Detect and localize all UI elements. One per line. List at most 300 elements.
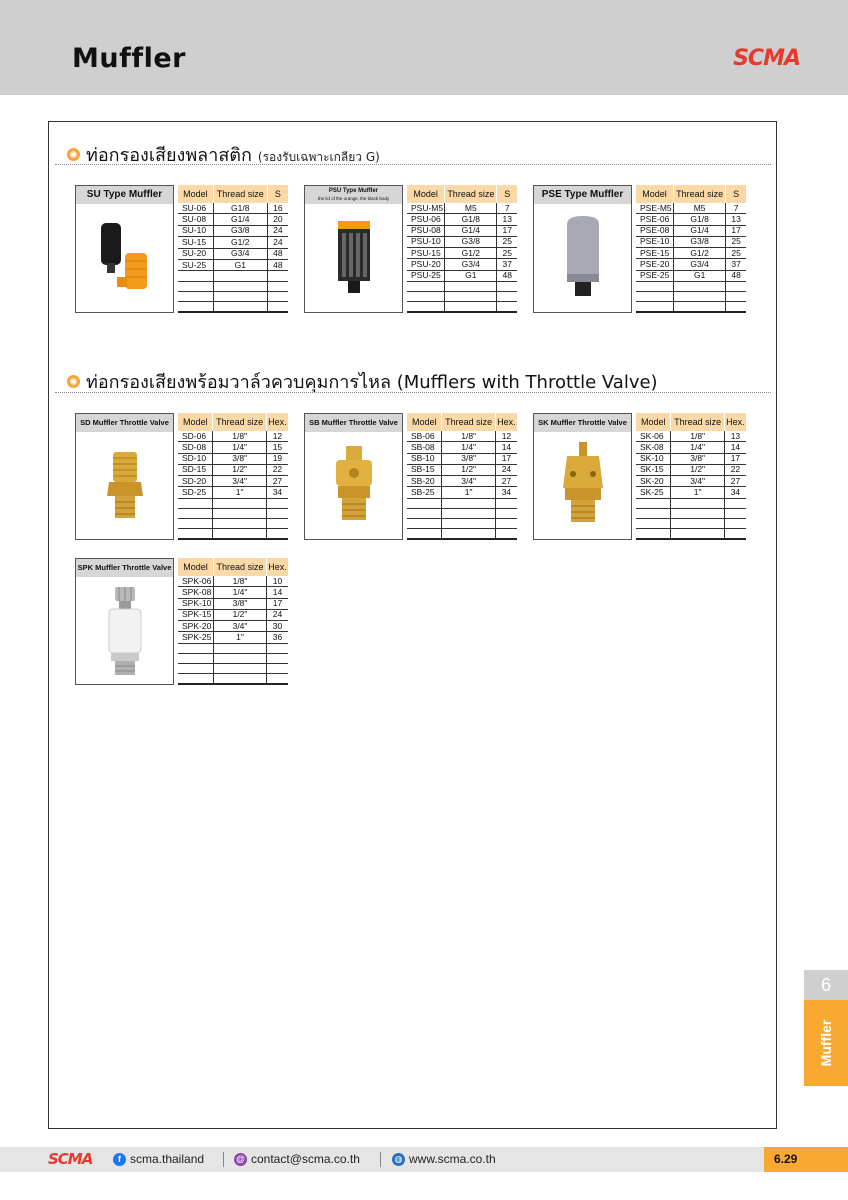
- model-cell: PSE-M5: [636, 203, 673, 214]
- model-cell: SD-20: [178, 476, 213, 487]
- page-footer: [0, 1147, 848, 1172]
- thread-size-cell: 1/2": [671, 464, 724, 475]
- model-cell: SPK-25: [178, 632, 214, 643]
- table-row: [178, 453, 288, 464]
- model-cell: [178, 281, 213, 291]
- col-header-thread: Thread size: [214, 558, 267, 576]
- model-cell: SB-06: [407, 431, 442, 442]
- psu-muffler-image: [305, 204, 402, 312]
- col-header-model: Model: [178, 185, 213, 203]
- thread-size-cell: 1/8": [671, 431, 724, 442]
- thread-size-cell: [673, 292, 725, 302]
- footer-website[interactable]: [392, 1152, 496, 1166]
- thread-size-cell: [213, 498, 266, 508]
- table-row: [178, 271, 288, 281]
- size-cell: 30: [267, 621, 288, 632]
- table-row: [407, 302, 517, 312]
- col-header-size: S: [267, 185, 288, 203]
- thread-size-cell: G1: [445, 270, 497, 281]
- table-row: [407, 487, 517, 498]
- globe-icon: ◍: [392, 1153, 405, 1166]
- table-row: [178, 598, 288, 609]
- table-row: [636, 270, 746, 281]
- size-cell: [266, 519, 288, 529]
- col-header-hex: Hex.: [724, 413, 746, 431]
- model-cell: [407, 302, 445, 312]
- thread-size-cell: [442, 508, 495, 518]
- table-row: [178, 464, 288, 475]
- model-cell: [407, 292, 445, 302]
- product-photo: [533, 413, 632, 540]
- spk-muffler-image: [76, 577, 173, 684]
- section-title-text: ท่อกรองเสียงพร้อมวาล์วควบคุมการไหล (Mufflers with Throttle Valve): [86, 372, 658, 393]
- thread-size-cell: [673, 281, 725, 291]
- model-cell: [178, 291, 213, 301]
- product-label-note: the lid of the orange, the black body: [317, 196, 390, 201]
- table-row: [407, 508, 517, 518]
- thread-size-cell: M5: [673, 203, 725, 214]
- size-cell: [497, 281, 517, 291]
- thread-size-cell: 3/4": [213, 476, 266, 487]
- product-photo: [304, 413, 403, 540]
- model-cell: PSE-08: [636, 225, 673, 236]
- thread-size-cell: G1/8: [445, 214, 497, 225]
- table-row: [636, 519, 746, 529]
- table-row: [636, 281, 746, 291]
- section-subtitle-text: (รองรับเฉพาะเกลียว G): [257, 150, 380, 164]
- thread-size-cell: [442, 498, 495, 508]
- size-cell: [266, 498, 288, 508]
- size-cell: 25: [726, 236, 746, 247]
- size-cell: [497, 292, 517, 302]
- thread-size-cell: [671, 508, 724, 518]
- model-cell: SB-10: [407, 453, 442, 464]
- size-cell: 37: [497, 259, 517, 270]
- table-row: [636, 508, 746, 518]
- size-cell: 34: [724, 487, 746, 498]
- thread-size-cell: G1/4: [445, 225, 497, 236]
- size-cell: [267, 281, 288, 291]
- table-row: [636, 498, 746, 508]
- circle-bullet-icon: [67, 148, 80, 161]
- thread-size-cell: G3/8: [213, 225, 267, 236]
- model-cell: [178, 653, 214, 663]
- model-cell: PSE-20: [636, 259, 673, 270]
- facebook-text: scma.thailand: [130, 1152, 205, 1166]
- size-cell: [495, 519, 517, 529]
- model-cell: PSE-10: [636, 236, 673, 247]
- col-header-size: S: [497, 185, 517, 203]
- size-cell: 20: [267, 214, 288, 225]
- thread-size-cell: 1/8": [214, 576, 267, 587]
- model-cell: PSE-25: [636, 270, 673, 281]
- su-muffler-image: [76, 204, 173, 312]
- content-frame: [48, 121, 777, 1129]
- model-cell: PSU-08: [407, 225, 445, 236]
- table-row: [178, 248, 288, 259]
- thread-size-cell: G1/4: [673, 225, 725, 236]
- table-row: [407, 529, 517, 539]
- model-cell: PSU-25: [407, 270, 445, 281]
- table-row: [178, 587, 288, 598]
- product-photo: [304, 185, 403, 313]
- model-cell: SK-15: [636, 464, 671, 475]
- model-cell: SB-15: [407, 464, 442, 475]
- table-row: [178, 237, 288, 248]
- product-label: SU Type Muffler: [76, 186, 173, 204]
- size-cell: [724, 519, 746, 529]
- model-cell: SPK-08: [178, 587, 214, 598]
- table-row: [407, 225, 517, 236]
- model-cell: PSU-15: [407, 248, 445, 259]
- thread-size-cell: G1/8: [673, 214, 725, 225]
- size-cell: [267, 674, 288, 684]
- size-cell: 14: [724, 442, 746, 453]
- email-icon: @: [234, 1153, 247, 1166]
- product-label: SD Muffler Throttle Valve: [76, 414, 173, 432]
- col-header-size: S: [726, 185, 746, 203]
- col-header-thread: Thread size: [213, 185, 267, 203]
- size-cell: [267, 302, 288, 312]
- thread-size-cell: 1": [671, 487, 724, 498]
- size-cell: 22: [266, 464, 288, 475]
- product-card-sk: [533, 413, 746, 540]
- table-row: [407, 498, 517, 508]
- thread-size-cell: 3/4": [442, 476, 495, 487]
- size-cell: [726, 281, 746, 291]
- product-card-spk: [75, 558, 288, 685]
- model-cell: [178, 271, 213, 281]
- spec-table-sk: [636, 413, 746, 540]
- table-row: [636, 464, 746, 475]
- thread-size-cell: [213, 281, 267, 291]
- model-cell: SB-25: [407, 487, 442, 498]
- thread-size-cell: G1/8: [213, 203, 267, 214]
- size-cell: 34: [495, 487, 517, 498]
- table-row: [636, 225, 746, 236]
- table-row: [178, 259, 288, 270]
- size-cell: 48: [267, 259, 288, 270]
- size-cell: 10: [267, 576, 288, 587]
- thread-size-cell: G3/4: [445, 259, 497, 270]
- table-row: [407, 292, 517, 302]
- table-row: [178, 576, 288, 587]
- model-cell: [407, 498, 442, 508]
- model-cell: [636, 498, 671, 508]
- model-cell: PSU-M5: [407, 203, 445, 214]
- size-cell: 12: [266, 431, 288, 442]
- product-card-su: [75, 185, 288, 313]
- model-cell: PSE-06: [636, 214, 673, 225]
- model-cell: [178, 674, 214, 684]
- model-cell: SB-08: [407, 442, 442, 453]
- model-cell: SB-20: [407, 476, 442, 487]
- size-cell: [267, 664, 288, 674]
- size-cell: [726, 292, 746, 302]
- model-cell: [178, 529, 213, 539]
- size-cell: 27: [266, 476, 288, 487]
- thread-size-cell: 1/8": [213, 431, 266, 442]
- size-cell: 34: [266, 487, 288, 498]
- table-row: [178, 508, 288, 518]
- model-cell: PSE-15: [636, 248, 673, 259]
- model-cell: [636, 508, 671, 518]
- product-photo: [75, 413, 174, 540]
- thread-size-cell: M5: [445, 203, 497, 214]
- table-row: [636, 529, 746, 539]
- table-row: [636, 302, 746, 312]
- section-divider: [55, 392, 771, 393]
- size-cell: 48: [267, 248, 288, 259]
- circle-bullet-icon: [67, 375, 80, 388]
- table-row: [178, 291, 288, 301]
- sk-muffler-image: [534, 432, 631, 539]
- size-cell: 27: [495, 476, 517, 487]
- col-header-model: Model: [178, 413, 213, 431]
- model-cell: [178, 508, 213, 518]
- size-cell: 12: [495, 431, 517, 442]
- thread-size-cell: 1/2": [213, 464, 266, 475]
- table-row: [178, 621, 288, 632]
- chapter-tab: [804, 1000, 848, 1086]
- size-cell: [724, 498, 746, 508]
- col-header-hex: Hex.: [495, 413, 517, 431]
- thread-size-cell: [214, 643, 267, 653]
- size-cell: 17: [497, 225, 517, 236]
- thread-size-cell: 3/8": [442, 453, 495, 464]
- table-row: [178, 664, 288, 674]
- model-cell: SPK-15: [178, 609, 214, 620]
- product-photo: [75, 185, 174, 313]
- size-cell: 17: [724, 453, 746, 464]
- model-cell: SU-06: [178, 203, 213, 214]
- model-cell: [636, 302, 673, 312]
- model-cell: SK-10: [636, 453, 671, 464]
- chapter-number: 6: [804, 970, 848, 1000]
- table-row: [407, 281, 517, 291]
- table-row: [178, 643, 288, 653]
- spec-table-pse: [636, 185, 746, 313]
- size-cell: [495, 529, 517, 539]
- thread-size-cell: [213, 271, 267, 281]
- model-cell: SU-20: [178, 248, 213, 259]
- product-label: PSE Type Muffler: [534, 186, 631, 204]
- col-header-hex: Hex.: [266, 413, 288, 431]
- table-row: [178, 674, 288, 684]
- table-row: [407, 270, 517, 281]
- size-cell: 24: [495, 464, 517, 475]
- page-title: Muffler: [72, 43, 186, 74]
- thread-size-cell: [673, 302, 725, 312]
- product-label: SK Muffler Throttle Valve: [534, 414, 631, 432]
- thread-size-cell: G1/2: [445, 248, 497, 259]
- model-cell: SD-08: [178, 442, 213, 453]
- col-header-model: Model: [407, 413, 442, 431]
- thread-size-cell: 3/4": [214, 621, 267, 632]
- table-row: [178, 498, 288, 508]
- table-row: [407, 519, 517, 529]
- table-row: [636, 431, 746, 442]
- model-cell: [636, 281, 673, 291]
- thread-size-cell: 1": [213, 487, 266, 498]
- model-cell: [178, 643, 214, 653]
- size-cell: 27: [724, 476, 746, 487]
- thread-size-cell: 1/8": [442, 431, 495, 442]
- product-label: SB Muffler Throttle Valve: [305, 414, 402, 432]
- size-cell: 14: [267, 587, 288, 598]
- table-row: [407, 236, 517, 247]
- section-title-text: ท่อกรองเสียงพลาสติก: [86, 145, 252, 166]
- col-header-thread: Thread size: [671, 413, 724, 431]
- model-cell: SD-15: [178, 464, 213, 475]
- table-row: [407, 453, 517, 464]
- pse-muffler-image: [534, 204, 631, 312]
- product-card-pse: [533, 185, 746, 313]
- model-cell: SD-06: [178, 431, 213, 442]
- facebook-icon: f: [113, 1153, 126, 1166]
- col-header-model: Model: [407, 185, 445, 203]
- table-row: [178, 431, 288, 442]
- thread-size-cell: G3/8: [673, 236, 725, 247]
- thread-size-cell: 1": [442, 487, 495, 498]
- col-header-thread: Thread size: [445, 185, 497, 203]
- product-label: [305, 186, 402, 204]
- model-cell: [178, 302, 213, 312]
- model-cell: [407, 281, 445, 291]
- thread-size-cell: G1: [213, 259, 267, 270]
- table-row: [636, 453, 746, 464]
- size-cell: 25: [726, 248, 746, 259]
- thread-size-cell: 3/8": [671, 453, 724, 464]
- size-cell: [267, 291, 288, 301]
- model-cell: PSU-20: [407, 259, 445, 270]
- thread-size-cell: 1/4": [671, 442, 724, 453]
- table-row: [407, 464, 517, 475]
- thread-size-cell: [213, 291, 267, 301]
- table-row: [178, 653, 288, 663]
- table-row: [178, 203, 288, 214]
- thread-size-cell: [445, 302, 497, 312]
- col-header-model: Model: [636, 413, 671, 431]
- table-row: [178, 632, 288, 643]
- product-label-main: PSU Type Muffler: [328, 188, 379, 194]
- col-header-thread: Thread size: [673, 185, 725, 203]
- thread-size-cell: G1: [673, 270, 725, 281]
- model-cell: [178, 519, 213, 529]
- model-cell: [407, 508, 442, 518]
- thread-size-cell: G3/4: [213, 248, 267, 259]
- footer-scma-logo: SCMA: [48, 1150, 93, 1168]
- size-cell: 16: [267, 203, 288, 214]
- table-row: [407, 431, 517, 442]
- size-cell: [724, 529, 746, 539]
- size-cell: 14: [495, 442, 517, 453]
- model-cell: [636, 519, 671, 529]
- model-cell: PSU-06: [407, 214, 445, 225]
- col-header-thread: Thread size: [442, 413, 495, 431]
- model-cell: SD-25: [178, 487, 213, 498]
- thread-size-cell: 3/8": [214, 598, 267, 609]
- page-number: 6.29: [764, 1147, 848, 1172]
- size-cell: [724, 508, 746, 518]
- product-photo: [75, 558, 174, 685]
- table-row: [178, 609, 288, 620]
- scma-logo: SCMA: [733, 46, 800, 71]
- model-cell: [178, 498, 213, 508]
- model-cell: [636, 529, 671, 539]
- model-cell: SPK-20: [178, 621, 214, 632]
- col-header-model: Model: [178, 558, 214, 576]
- spec-table-spk: [178, 558, 288, 685]
- thread-size-cell: [671, 529, 724, 539]
- thread-size-cell: [442, 519, 495, 529]
- model-cell: SU-25: [178, 259, 213, 270]
- size-cell: 36: [267, 632, 288, 643]
- size-cell: 22: [724, 464, 746, 475]
- product-card-sb: [304, 413, 517, 540]
- footer-separator: [380, 1152, 381, 1167]
- size-cell: [497, 302, 517, 312]
- table-row: [407, 214, 517, 225]
- size-cell: [266, 529, 288, 539]
- thread-size-cell: 1": [214, 632, 267, 643]
- thread-size-cell: 1/2": [214, 609, 267, 620]
- size-cell: 25: [497, 248, 517, 259]
- model-cell: [407, 529, 442, 539]
- table-row: [178, 519, 288, 529]
- model-cell: [636, 292, 673, 302]
- thread-size-cell: 1/2": [442, 464, 495, 475]
- thread-size-cell: [445, 292, 497, 302]
- footer-facebook[interactable]: [113, 1152, 204, 1166]
- thread-size-cell: G1/2: [673, 248, 725, 259]
- thread-size-cell: G1/2: [213, 237, 267, 248]
- size-cell: 17: [726, 225, 746, 236]
- thread-size-cell: 3/4": [671, 476, 724, 487]
- size-cell: 37: [726, 259, 746, 270]
- model-cell: SPK-10: [178, 598, 214, 609]
- table-row: [636, 236, 746, 247]
- thread-size-cell: [214, 674, 267, 684]
- thread-size-cell: G3/8: [445, 236, 497, 247]
- size-cell: 7: [497, 203, 517, 214]
- table-row: [178, 476, 288, 487]
- model-cell: SU-10: [178, 225, 213, 236]
- table-row: [636, 476, 746, 487]
- model-cell: SK-08: [636, 442, 671, 453]
- product-card-sd: [75, 413, 288, 540]
- size-cell: [495, 498, 517, 508]
- page-header: [0, 0, 848, 95]
- thread-size-cell: [442, 529, 495, 539]
- size-cell: 48: [726, 270, 746, 281]
- sb-muffler-image: [305, 432, 402, 539]
- sd-muffler-image: [76, 432, 173, 539]
- thread-size-cell: [213, 302, 267, 312]
- product-label: SPK Muffler Throttle Valve: [76, 559, 173, 577]
- table-row: [178, 225, 288, 236]
- table-row: [636, 442, 746, 453]
- thread-size-cell: [214, 653, 267, 663]
- size-cell: [495, 508, 517, 518]
- size-cell: 13: [724, 431, 746, 442]
- thread-size-cell: G3/4: [673, 259, 725, 270]
- thread-size-cell: G1/4: [213, 214, 267, 225]
- size-cell: 48: [497, 270, 517, 281]
- footer-email[interactable]: [234, 1152, 360, 1166]
- size-cell: 13: [497, 214, 517, 225]
- chapter-tab-label: Muffler: [818, 1019, 834, 1067]
